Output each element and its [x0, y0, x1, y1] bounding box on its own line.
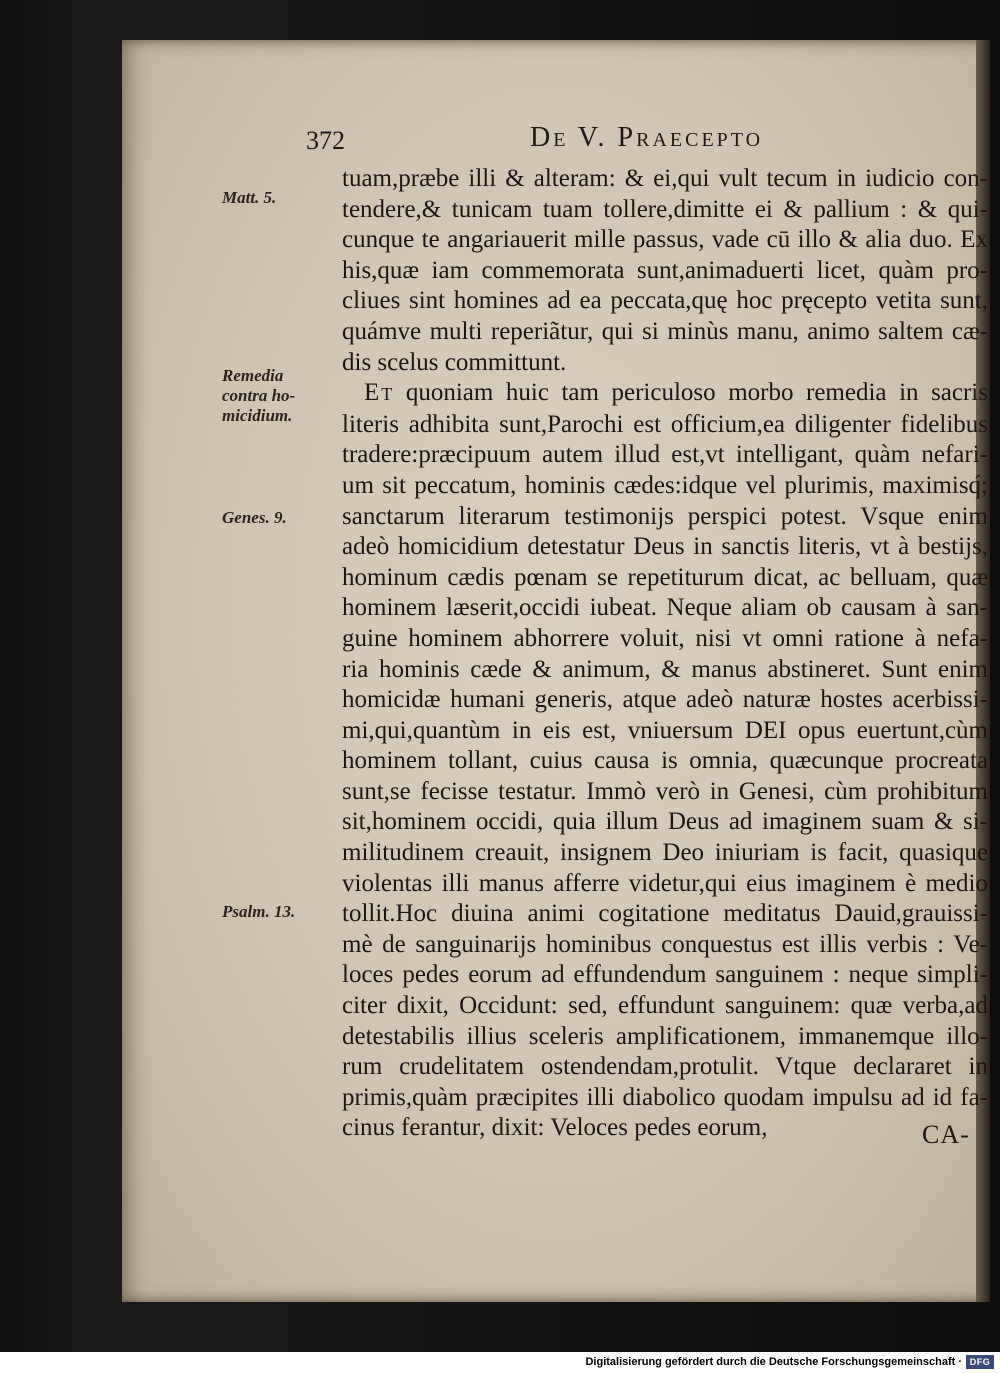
- text-line: tradere:præcipuum autem illud est,vt intelligant, quàm nefari-: [342, 441, 988, 469]
- book-page: [122, 40, 990, 1302]
- text-line: loces pedes eorum ad effundendum sanguinem : neque simpli-: [342, 961, 988, 989]
- running-head: [122, 122, 990, 162]
- text-line: guine hominem abhorrere voluit, nisi vt omni ratione à nefa-: [342, 624, 988, 652]
- text-line: mè de sanguinarijs hominibus conquestus est illis verbis : Ve-: [342, 930, 988, 958]
- paragraph-first-words: quoniam huic tam periculoso morbo remedia in sacris: [393, 379, 988, 407]
- text-line: rum crudelitatem ostendendam,protulit. Vtque declararet in: [342, 1053, 988, 1081]
- footer-credit: Digitalisierung gefördert durch die Deutsche Forschungsgemeinschaft ·: [585, 1356, 962, 1368]
- paragraph-opening-line: [342, 378, 988, 410]
- text-line: cliues sint homines ad ea peccata,quę hoc pręcepto vetita sunt,: [342, 287, 988, 315]
- text-line: sit,hominem occidi, quia illum Deus ad imaginem suam & si-: [342, 808, 988, 836]
- text-line: citer dixit, Occidunt: sed, effundunt sanguinem: quæ verba,ad: [342, 992, 988, 1020]
- text-line: hominum cædis pœnam se repetiturum dicat, ac belluam, quæ: [342, 563, 988, 591]
- text-line: ria hominis cæde & animum, & manus abstineret. Sunt enim: [342, 655, 988, 683]
- text-line: cunque te angariauerit mille passus, vade cū illo & alia duo. Ex: [342, 226, 988, 254]
- body-text: [342, 164, 988, 1144]
- text-line: quámve multi reperiãtur, qui si minùs manu, animo saltem cæ-: [342, 317, 988, 345]
- margin-note-remedia: Remedia contra ho- micidium.: [222, 366, 296, 425]
- text-line: tuam,præbe illi & alteram: & ei,qui vult tecum in iudicio con-: [342, 165, 988, 192]
- text-line: hominem tollant, cuius causa is omnia, quæcunque procreata: [342, 747, 988, 775]
- text-line: tollit.Hoc diuina animi cogitatione meditatus Dauid,grauissi-: [342, 900, 988, 928]
- page-number: 372: [306, 126, 345, 155]
- text-line: militudinem creauit, insignem Deo iniuriam is facit, quasique: [342, 839, 988, 867]
- text-line: adeò homicidium detestatur Deus in sanctis literis, vt à bestijs,: [342, 533, 988, 561]
- text-line: his,quæ iam commemorata sunt,animaduerti licet, quàm pro-: [342, 256, 988, 284]
- dfg-logo-icon: DFG: [966, 1355, 994, 1369]
- margin-note-matt: Matt. 5.: [222, 188, 277, 207]
- text-line: mi,qui,quantùm in eis est, vniuersum DEI opus euertunt,cùm: [342, 716, 988, 744]
- text-line: hominem læserit,occidi iubeat. Neque aliam ob causam à san-: [342, 594, 988, 622]
- margin-note-genes: Genes. 9.: [222, 508, 287, 527]
- text-line: um sit peccatum, hominis cædes:idque vel plurimis, maximisq́;: [342, 471, 988, 499]
- paragraph-initial-smallcap: T: [381, 384, 394, 405]
- paragraph-initial: E: [364, 379, 382, 407]
- text-line: primis,quàm præcipites illi diabolico quodam impulsu ad id fa-: [342, 1083, 988, 1111]
- text-line: detestabilis illius sceleris amplificationem, immanemque illo-: [342, 1022, 988, 1050]
- margin-note-psalm: Psalm. 13.: [222, 902, 296, 921]
- text-line: homicidæ humani generis, atque adeò naturæ hostes acerbissi-: [342, 686, 988, 714]
- text-line: sanctarum literarum testimonijs perspici potest. Vsque enim: [342, 502, 988, 530]
- running-head-title: De V. Praecepto: [530, 122, 764, 153]
- text-line: dis scelus committunt.: [342, 348, 567, 376]
- text-line: violentas illi manus afferre videtur,qui eius imaginem è medio: [342, 869, 988, 897]
- text-line: literis adhibita sunt,Parochi est officium,ea diligenter fidelibus: [342, 410, 988, 438]
- catchword: CA-: [922, 1120, 970, 1149]
- text-line: cinus ferantur, dixit: Veloces pedes eorum,: [342, 1114, 768, 1142]
- footer-bar: [0, 1352, 1000, 1373]
- text-line: tendere,& tunicam tuam tollere,dimitte ei & pallium : & qui-: [342, 195, 988, 223]
- text-line: sunt,se fecisse testatur. Immò verò in Genesi, cùm prohibitum: [342, 777, 988, 805]
